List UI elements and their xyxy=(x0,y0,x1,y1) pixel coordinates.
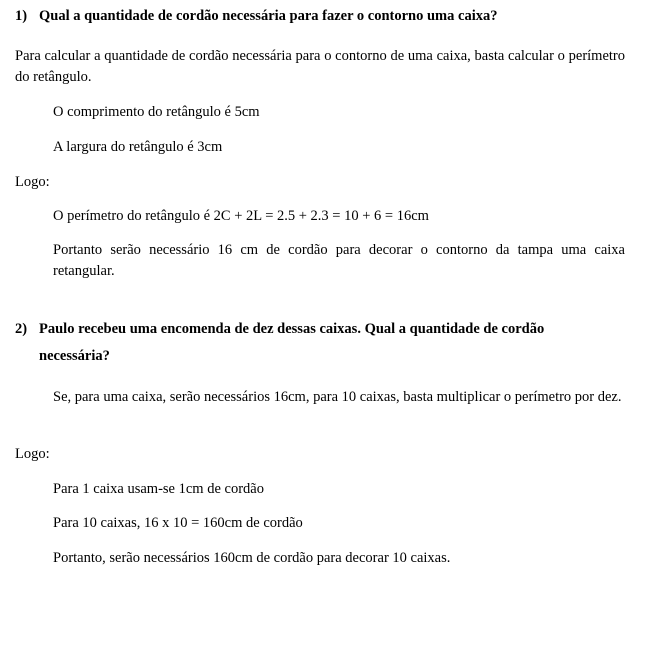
question-1-text: Qual a quantidade de cordão necessária para fazer o contorno uma caixa? xyxy=(39,8,498,24)
width-statement: A largura do retângulo é 3cm xyxy=(53,139,223,155)
question-2-text-line2: necessária? xyxy=(39,348,110,364)
question-2-number: 2) xyxy=(15,321,28,337)
question-1-intro: Para calcular a quantidade de cordão necessária para o contorno de uma caixa, basta calcular o perímetro do retângulo. xyxy=(15,48,625,85)
question-1-heading xyxy=(15,5,625,27)
question-1-number: 1) xyxy=(15,8,28,24)
question-2-heading xyxy=(15,318,625,340)
question-1-conclusion: Portanto serão necessário 16 cm de cordão para decorar o contorno da tampa uma caixa retangular. xyxy=(53,242,625,279)
logo-label-2: Logo: xyxy=(15,446,50,462)
logo-label-1: Logo: xyxy=(15,174,50,190)
perimeter-formula: O perímetro do retângulo é 2C + 2L = 2.5 + 2.3 = 10 + 6 = 16cm xyxy=(53,208,429,224)
question-2-conclusion: Portanto, serão necessários 160cm de cordão para decorar 10 caixas. xyxy=(53,550,451,566)
question-2-intro: Se, para uma caixa, serão necessários 16cm, para 10 caixas, basta multiplicar o perímetro por dez. xyxy=(53,389,622,405)
one-box-statement: Para 1 caixa usam-se 1cm de cordão xyxy=(53,481,264,497)
question-2-text-line1: Paulo recebeu uma encomenda de dez dessas caixas. Qual a quantidade de cordão xyxy=(39,321,545,337)
length-statement: O comprimento do retângulo é 5cm xyxy=(53,104,260,120)
ten-boxes-statement: Para 10 caixas, 16 x 10 = 160cm de cordão xyxy=(53,515,303,531)
